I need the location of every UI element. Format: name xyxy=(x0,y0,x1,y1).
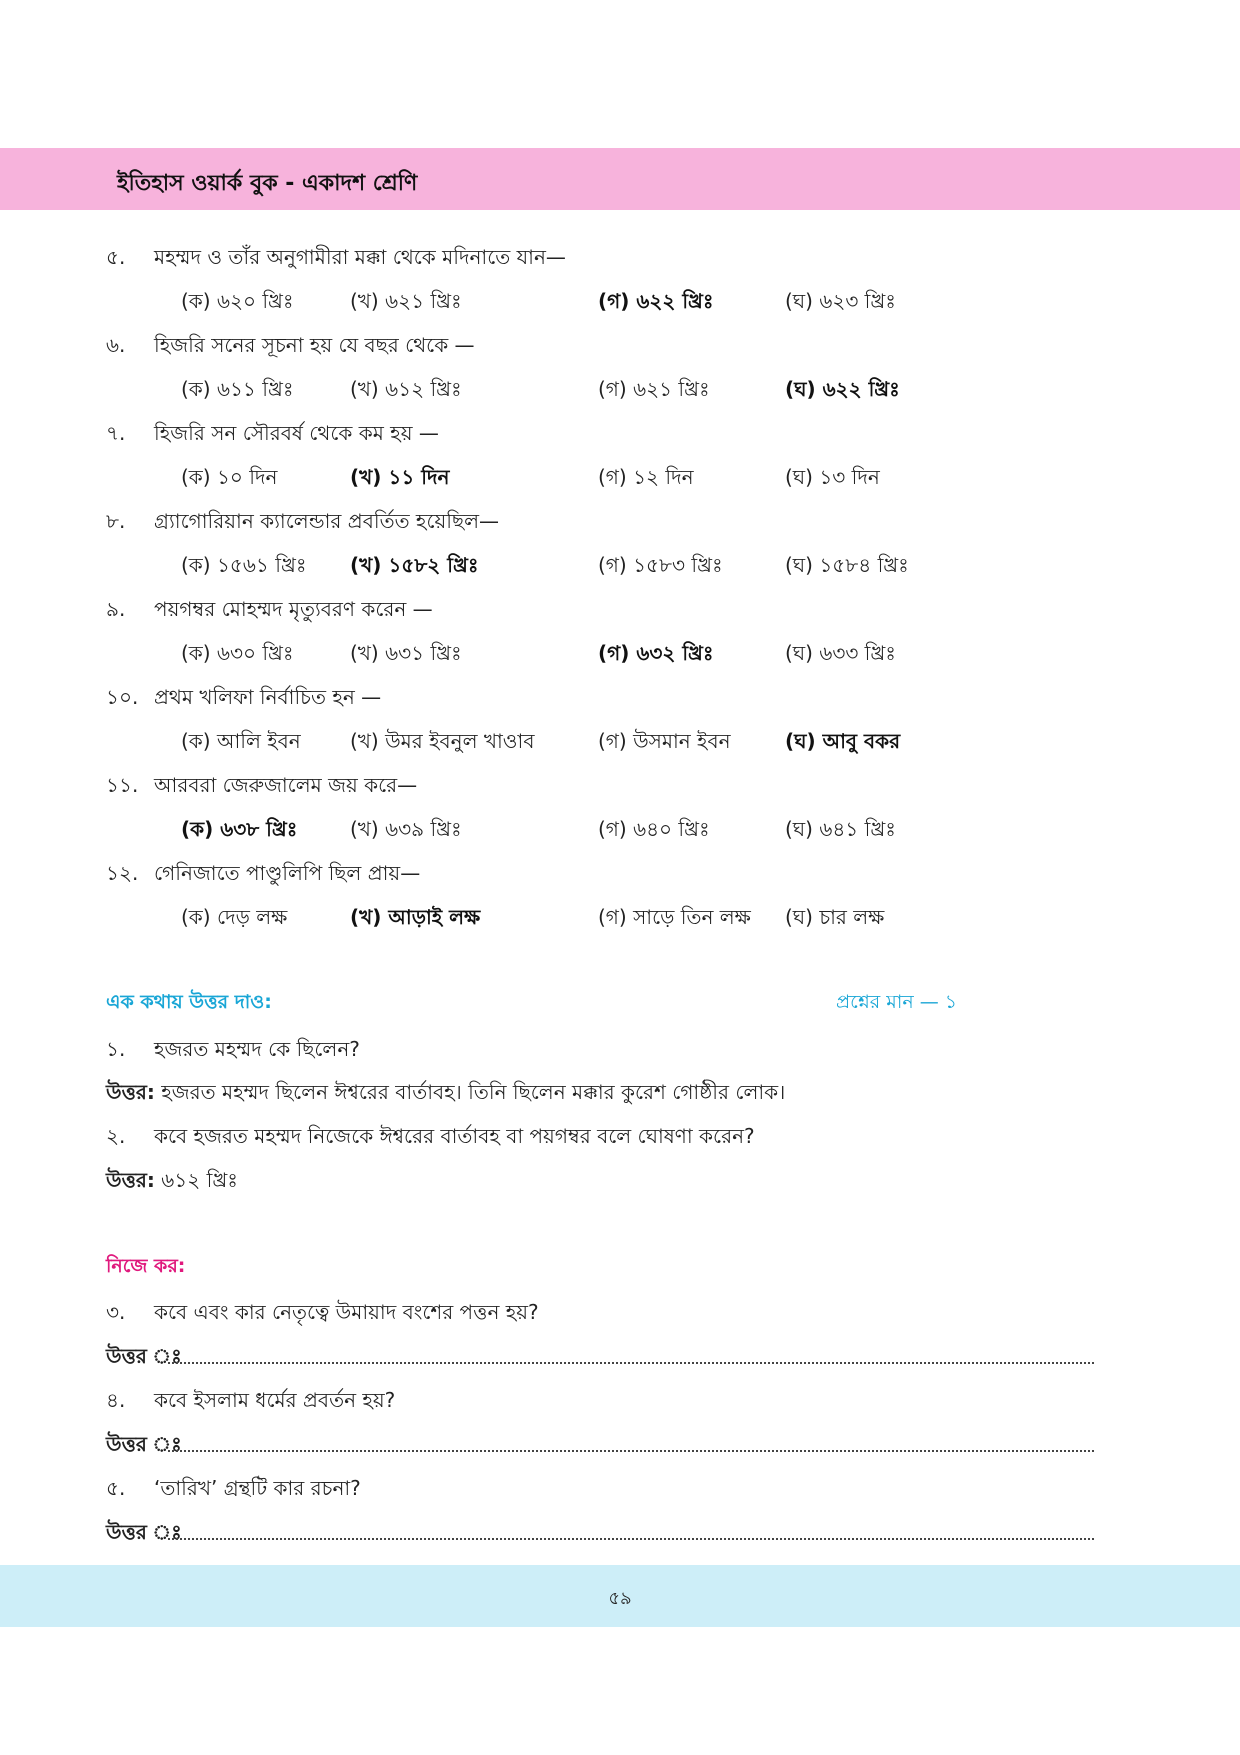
mcq-option: (ক) ১০ দিন xyxy=(181,465,278,489)
mcq-option: (ঘ) চার লক্ষ xyxy=(785,905,885,929)
mcq-option: (খ) উমর ইবনুল খাওাব xyxy=(350,729,535,753)
question-number: ৯. xyxy=(106,597,126,621)
mcq-option: (ক) ৬২০ খ্রিঃ xyxy=(181,289,294,313)
correct-option: (ঘ) ৬২২ খ্রিঃ xyxy=(785,377,900,401)
mcq-option: (ক) ১৫৬১ খ্রিঃ xyxy=(181,553,307,577)
question-number: ৫. xyxy=(106,245,126,269)
mcq-option: (গ) ১৫৮৩ খ্রিঃ xyxy=(598,553,723,577)
mcq-option: (খ) ৬৩১ খ্রিঃ xyxy=(350,641,462,665)
question-number: ১২. xyxy=(106,861,139,885)
correct-option: (গ) ৬৩২ খ্রিঃ xyxy=(598,641,714,665)
correct-option: (খ) আড়াই লক্ষ xyxy=(350,905,481,929)
correct-option: (খ) ১১ দিন xyxy=(350,465,450,489)
question-text: গেনিজাতে পাণ্ডুলিপি ছিল প্রায়— xyxy=(154,861,421,885)
mcq-option: (গ) ৬৪০ খ্রিঃ xyxy=(598,817,710,841)
correct-option: (গ) ৬২২ খ্রিঃ xyxy=(598,289,714,313)
mcq-option: (ক) আলি ইবন xyxy=(181,729,301,753)
mcq-option: (ক) দেড় লক্ষ xyxy=(181,905,288,929)
question-number: ৭. xyxy=(106,421,126,445)
mcq-option: (ঘ) ১৩ দিন xyxy=(785,465,880,489)
correct-option: (ঘ) আবু বকর xyxy=(785,729,901,753)
mcq-option: (গ) ১২ দিন xyxy=(598,465,694,489)
question-number: ৬. xyxy=(106,333,126,357)
self-do-section-title: নিজে কর: xyxy=(106,1255,186,1277)
answer-dotted-line xyxy=(168,1538,1094,1540)
mcq-option: (গ) সাড়ে তিন লক্ষ xyxy=(598,905,751,929)
answer-label: উত্তর ঃ xyxy=(106,1344,182,1368)
one-word-question-2 xyxy=(106,1122,755,1155)
one-word-answer-2 xyxy=(106,1166,238,1199)
answer-blank-5[interactable] xyxy=(106,1518,1094,1544)
correct-option: (ক) ৬৩৮ খ্রিঃ xyxy=(181,817,298,841)
question-text: কবে ইসলাম ধর্মের প্রবর্তন হয়? xyxy=(154,1388,396,1412)
question-text: আরবরা জেরুজালেম জয় করে— xyxy=(154,773,418,797)
question-number: ১০. xyxy=(106,685,139,709)
answer-text: ৬১২ খ্রিঃ xyxy=(161,1168,238,1192)
mcq-question xyxy=(106,859,420,892)
question-number: ৫. xyxy=(106,1476,126,1500)
question-text: হিজরি সনের সূচনা হয় যে বছর থেকে — xyxy=(154,333,475,357)
self-do-question-4 xyxy=(106,1386,395,1419)
answer-blank-4[interactable] xyxy=(106,1430,1094,1456)
question-text: পয়গম্বর মোহম্মদ মৃত্যুবরণ করেন — xyxy=(154,597,433,621)
self-do-question-3 xyxy=(106,1298,539,1331)
question-text: হজরত মহম্মদ কে ছিলেন? xyxy=(154,1037,360,1061)
question-text: হিজরি সন সৌরবর্ষ থেকে কম হয় — xyxy=(154,421,439,445)
question-number: ২. xyxy=(106,1124,126,1148)
question-number: ৪. xyxy=(106,1388,126,1412)
mcq-option: (ক) ৬১১ খ্রিঃ xyxy=(181,377,294,401)
question-text: প্রথম খলিফা নির্বাচিত হন — xyxy=(154,685,382,709)
correct-option: (খ) ১৫৮২ খ্রিঃ xyxy=(350,553,479,577)
question-text: ‘তারিখ’ গ্রন্থটি কার রচনা? xyxy=(154,1476,361,1500)
mcq-question xyxy=(106,595,433,628)
question-number: ৩. xyxy=(106,1300,126,1324)
mcq-question xyxy=(106,683,381,716)
question-number: ১১. xyxy=(106,773,139,797)
mcq-question xyxy=(106,419,439,452)
question-marks: প্রশ্নের মান — ১ xyxy=(836,991,958,1013)
mcq-question xyxy=(106,507,499,540)
mcq-option: (খ) ৬২১ খ্রিঃ xyxy=(350,289,462,313)
question-text: কবে হজরত মহম্মদ নিজেকে ঈশ্বরের বার্তাবহ বা পয়গম্বর বলে ঘোষণা করেন? xyxy=(154,1124,755,1148)
answer-blank-3[interactable] xyxy=(106,1342,1094,1368)
mcq-option: (খ) ৬৩৯ খ্রিঃ xyxy=(350,817,462,841)
mcq-question xyxy=(106,243,566,276)
answer-dotted-line xyxy=(168,1450,1094,1452)
answer-label: উত্তর ঃ xyxy=(106,1520,182,1544)
one-word-answer-1 xyxy=(106,1078,785,1111)
answer-label: উত্তর: xyxy=(106,1168,155,1192)
question-text: গ্র্যাগোরিয়ান ক্যালেন্ডার প্রবর্তিত হয়েছিল— xyxy=(154,509,500,533)
self-do-question-5 xyxy=(106,1474,361,1507)
one-word-section-title: এক কথায় উত্তর দাও: xyxy=(106,991,272,1013)
mcq-question xyxy=(106,771,417,804)
question-number: ৮. xyxy=(106,509,126,533)
answer-dotted-line xyxy=(168,1362,1094,1364)
mcq-option: (ঘ) ৬৩৩ খ্রিঃ xyxy=(785,641,896,665)
mcq-option: (খ) ৬১২ খ্রিঃ xyxy=(350,377,462,401)
page-title: ইতিহাস ওয়ার্ক বুক - একাদশ শ্রেণি xyxy=(117,171,418,196)
mcq-option: (ঘ) ৬৪১ খ্রিঃ xyxy=(785,817,896,841)
one-word-question-1 xyxy=(106,1035,360,1068)
mcq-option: (গ) ৬২১ খ্রিঃ xyxy=(598,377,710,401)
question-number: ১. xyxy=(106,1037,126,1061)
mcq-question xyxy=(106,331,475,364)
question-text: কবে এবং কার নেতৃত্বে উমায়াদ বংশের পত্তন হয়? xyxy=(154,1300,539,1324)
mcq-option: (ক) ৬৩০ খ্রিঃ xyxy=(181,641,294,665)
question-text: মহম্মদ ও তাঁর অনুগামীরা মক্কা থেকে মদিনাতে যান— xyxy=(154,245,566,269)
answer-text: হজরত মহম্মদ ছিলেন ঈশ্বরের বার্তাবহ। তিনি ছিলেন মক্কার কুরেশ গোষ্ঠীর লোক। xyxy=(161,1080,786,1104)
answer-label: উত্তর: xyxy=(106,1080,155,1104)
answer-label: উত্তর ঃ xyxy=(106,1432,182,1456)
mcq-option: (গ) উসমান ইবন xyxy=(598,729,731,753)
mcq-option: (ঘ) ৬২৩ খ্রিঃ xyxy=(785,289,896,313)
page-number: ৫৯ xyxy=(608,1588,632,1609)
mcq-option: (ঘ) ১৫৮৪ খ্রিঃ xyxy=(785,553,909,577)
